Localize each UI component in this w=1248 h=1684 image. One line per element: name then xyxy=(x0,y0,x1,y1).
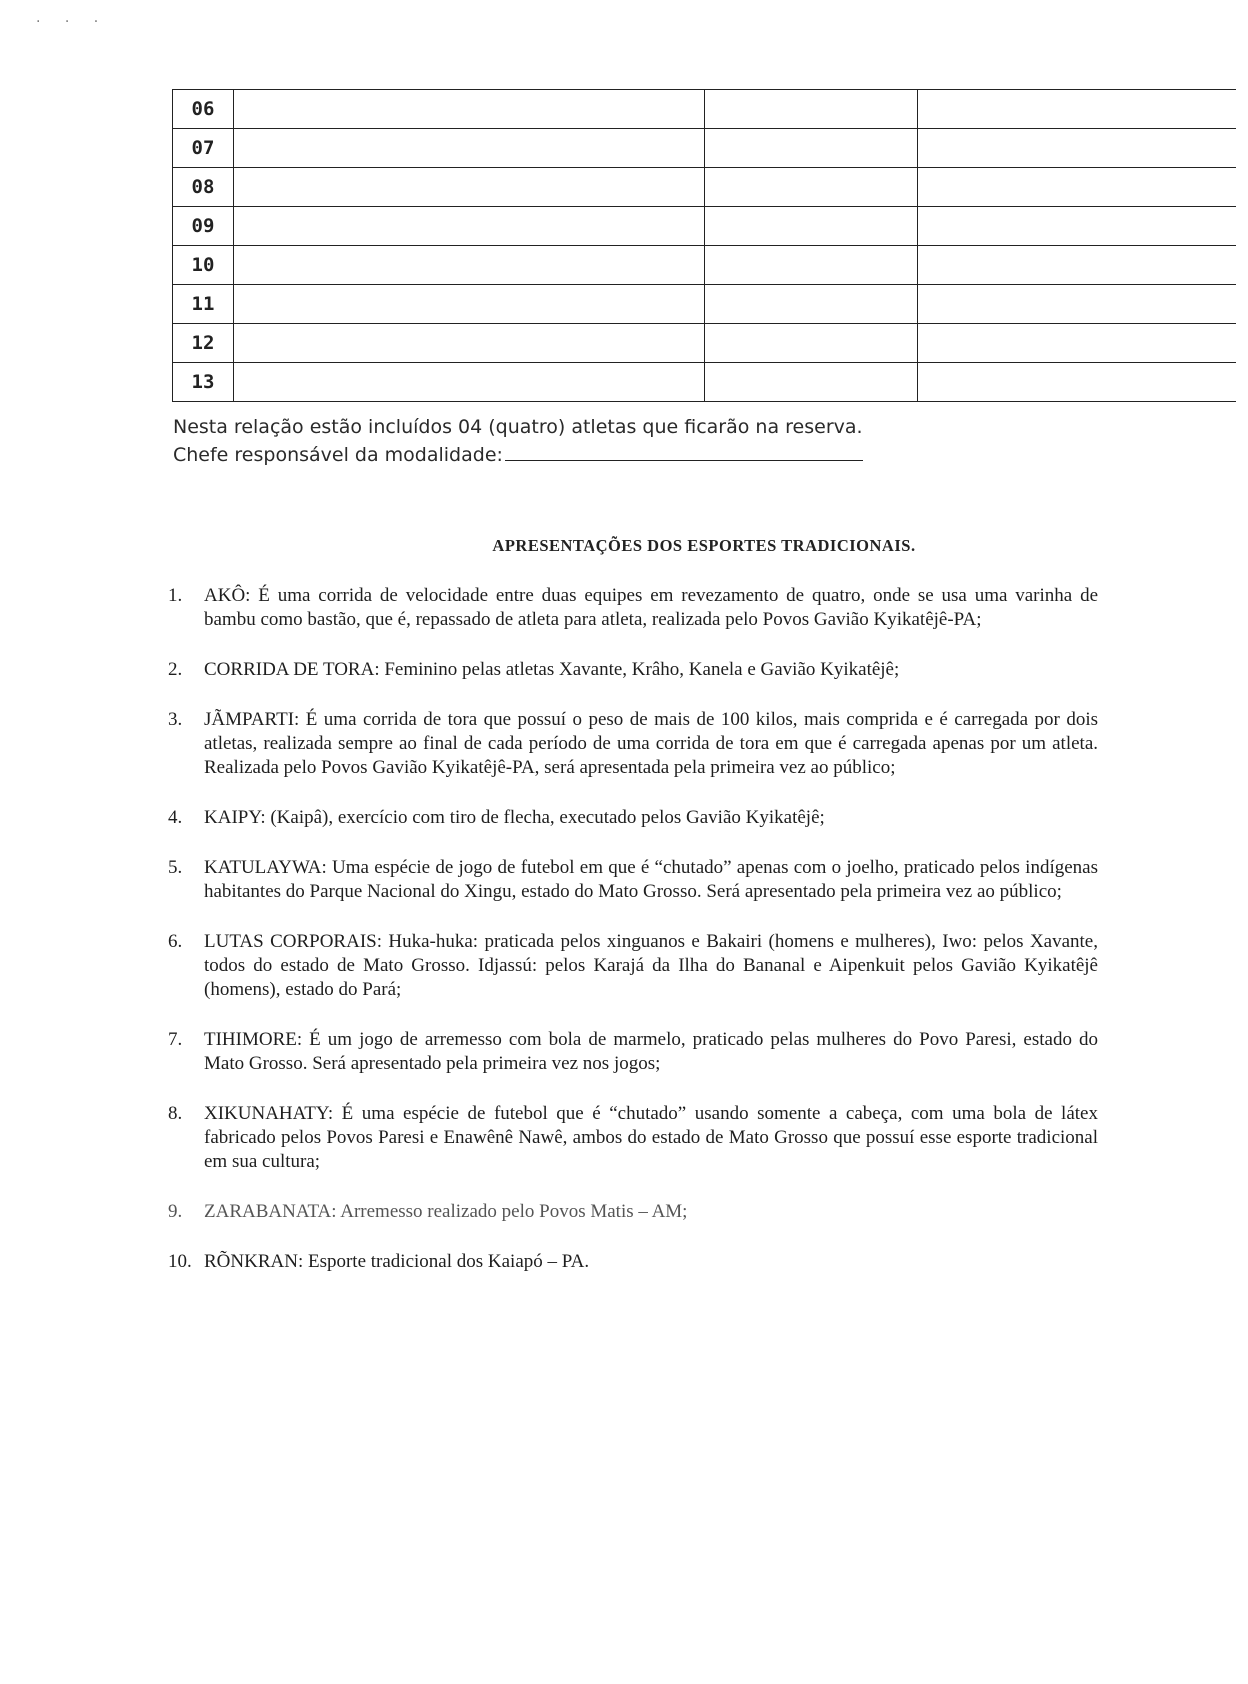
sports-list xyxy=(168,584,1098,1300)
list-item-text: XIKUNAHATY: É uma espécie de futebol que é “chutado” usando somente a cabeça, com uma bola de látex fabricado pelos Povos Paresi e Enawênê Nawê, ambos do estado de Mato Grosso que possuí esse esporte tradicional em sua cultura; xyxy=(204,1103,1098,1172)
list-item-text: ZARABANATA: Arremesso realizado pelo Povos Matis – AM; xyxy=(204,1201,688,1222)
chief-label: Chefe responsável da modalidade: xyxy=(173,444,503,466)
list-item xyxy=(168,930,1098,1002)
list-item-number: 9. xyxy=(168,1201,183,1222)
table-cell-col3[interactable] xyxy=(705,246,918,285)
table-cell-col4[interactable] xyxy=(918,90,1237,129)
list-item-number: 2. xyxy=(168,659,183,680)
list-item xyxy=(168,1102,1098,1174)
list-item xyxy=(168,856,1098,904)
row-number: 08 xyxy=(173,168,234,207)
chief-line xyxy=(173,442,863,466)
list-item-text: RÕNKRAN: Esporte tradicional dos Kaiapó – PA. xyxy=(204,1251,590,1272)
list-item xyxy=(168,1250,1098,1274)
table-cell-col4[interactable] xyxy=(918,207,1237,246)
table-cell-col2[interactable] xyxy=(234,363,705,402)
table-row xyxy=(173,207,1237,246)
table-cell-col4[interactable] xyxy=(918,285,1237,324)
table-row xyxy=(173,129,1237,168)
row-number: 09 xyxy=(173,207,234,246)
table-cell-col3[interactable] xyxy=(705,207,918,246)
table-cell-col2[interactable] xyxy=(234,129,705,168)
table-cell-col3[interactable] xyxy=(705,324,918,363)
table-cell-col2[interactable] xyxy=(234,168,705,207)
list-item xyxy=(168,658,1098,682)
table-cell-col2[interactable] xyxy=(234,246,705,285)
table-row xyxy=(173,285,1237,324)
list-item xyxy=(168,1028,1098,1076)
list-item-text: KAIPY: (Kaipâ), exercício com tiro de flecha, executado pelos Gavião Kyikatêjê; xyxy=(204,807,825,828)
table-cell-col3[interactable] xyxy=(705,168,918,207)
table-cell-col4[interactable] xyxy=(918,246,1237,285)
table-row xyxy=(173,324,1237,363)
list-item-number: 5. xyxy=(168,857,183,878)
table-cell-col3[interactable] xyxy=(705,129,918,168)
table-row xyxy=(173,246,1237,285)
list-item-text: LUTAS CORPORAIS: Huka-huka: praticada pelos xinguanos e Bakairi (homens e mulheres), Iwo: pelos Xavante, todos do estado de Mato Grosso. Idjassú: pelos Karajá da Ilha do Bananal e Aipenkuit pelos Gavião Kyikatêjê (homens), estado do Pará; xyxy=(204,931,1098,1000)
row-number: 07 xyxy=(173,129,234,168)
scan-marks: · · · xyxy=(36,14,109,30)
athlete-table xyxy=(172,89,1236,402)
row-number: 12 xyxy=(173,324,234,363)
row-number: 13 xyxy=(173,363,234,402)
row-number: 10 xyxy=(173,246,234,285)
table-cell-col3[interactable] xyxy=(705,363,918,402)
list-item-text: AKÔ: É uma corrida de velocidade entre duas equipes em revezamento de quatro, onde se usa uma varinha de bambu como bastão, que é, repassado de atleta para atleta, realizada pelo Povos Gavião Kyikatêjê-PA; xyxy=(204,585,1098,630)
table-cell-col4[interactable] xyxy=(918,129,1237,168)
table-cell-col2[interactable] xyxy=(234,207,705,246)
table-cell-col2[interactable] xyxy=(234,285,705,324)
list-item-text: TIHIMORE: É um jogo de arremesso com bola de marmelo, praticado pelas mulheres do Povo Paresi, estado do Mato Grosso. Será apresentado pela primeira vez nos jogos; xyxy=(204,1029,1098,1074)
list-item-text: CORRIDA DE TORA: Feminino pelas atletas Xavante, Krâho, Kanela e Gavião Kyikatêjê; xyxy=(204,659,900,680)
table-row xyxy=(173,363,1237,402)
list-item xyxy=(168,708,1098,780)
list-item xyxy=(168,1200,1098,1224)
list-item xyxy=(168,584,1098,632)
list-item-number: 4. xyxy=(168,807,183,828)
table-row xyxy=(173,168,1237,207)
table-row xyxy=(173,90,1237,129)
row-number: 11 xyxy=(173,285,234,324)
chief-signature-blank[interactable] xyxy=(505,442,863,461)
list-item-number: 3. xyxy=(168,709,183,730)
table-cell-col3[interactable] xyxy=(705,285,918,324)
table-cell-col4[interactable] xyxy=(918,363,1237,402)
table-cell-col4[interactable] xyxy=(918,324,1237,363)
section-title: APRESENTAÇÕES DOS ESPORTES TRADICIONAIS. xyxy=(492,536,916,555)
table-cell-col3[interactable] xyxy=(705,90,918,129)
list-item-number: 7. xyxy=(168,1029,183,1050)
list-item-text: KATULAYWA: Uma espécie de jogo de futebol em que é “chutado” apenas com o joelho, praticado pelos indígenas habitantes do Parque Nacional do Xingu, estado do Mato Grosso. Será apresentado pela primeira vez ao público; xyxy=(204,857,1098,902)
reserve-note: Nesta relação estão incluídos 04 (quatro) atletas que ficarão na reserva. xyxy=(173,416,863,438)
list-item-number: 8. xyxy=(168,1103,183,1124)
list-item-number: 1. xyxy=(168,585,183,606)
table-cell-col2[interactable] xyxy=(234,324,705,363)
row-number: 06 xyxy=(173,90,234,129)
list-item-number: 10. xyxy=(168,1251,192,1272)
table-cell-col4[interactable] xyxy=(918,168,1237,207)
table-cell-col2[interactable] xyxy=(234,90,705,129)
list-item-text: JÃMPARTI: É uma corrida de tora que possuí o peso de mais de 100 kilos, mais comprida e é carregada por dois atletas, realizada sempre ao final de cada período de uma corrida de tora em que é carregada apenas por um atleta. Realizada pelo Povos Gavião Kyikatêjê-PA, será apresentada pela primeira vez ao público; xyxy=(204,709,1098,778)
list-item xyxy=(168,806,1098,830)
list-item-number: 6. xyxy=(168,931,183,952)
